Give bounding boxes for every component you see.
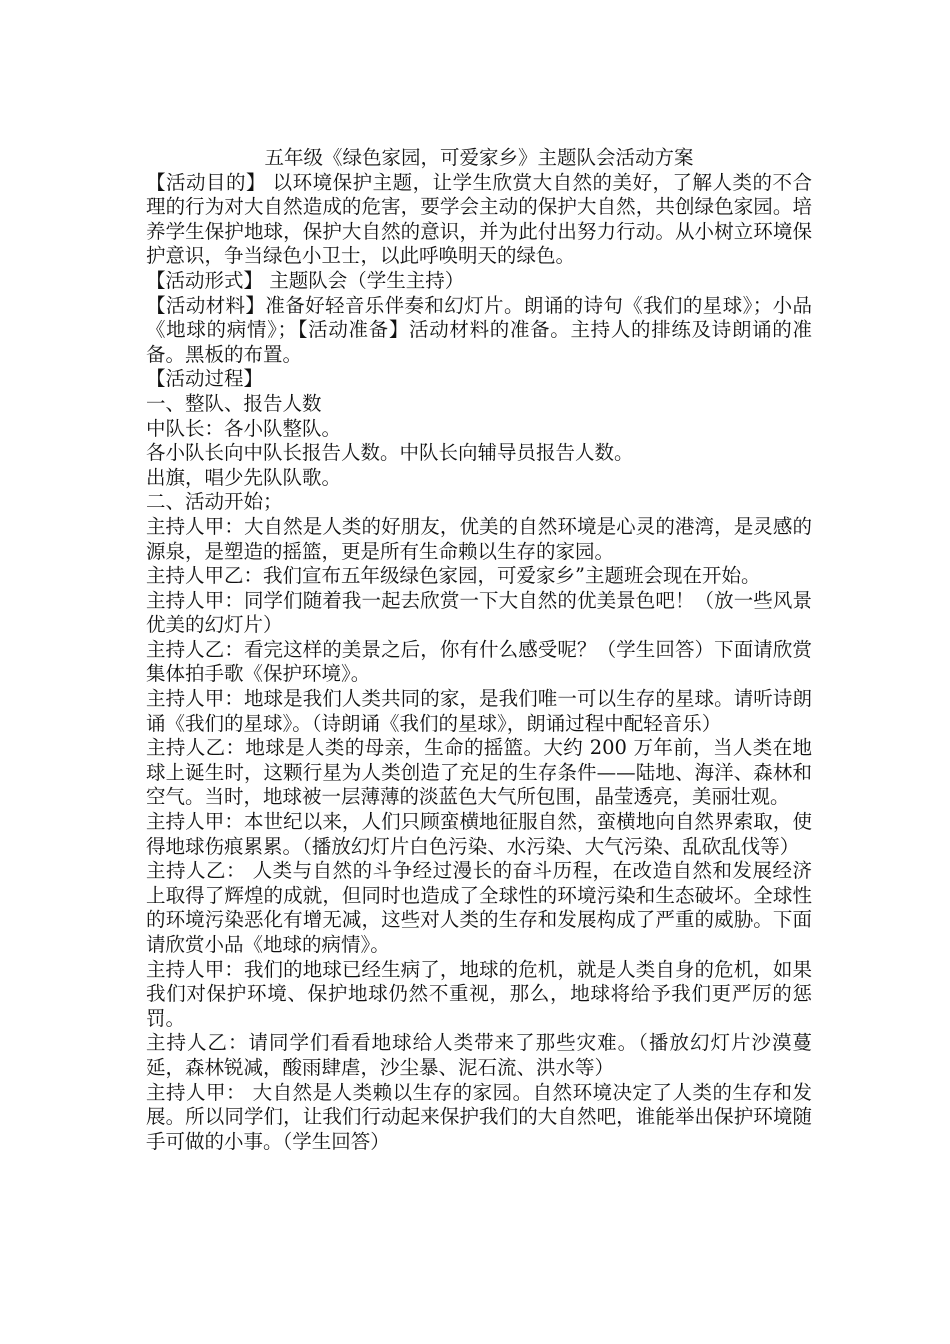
paragraph-host-a-2: 主持人甲：同学们随着我一起去欣赏一下大自然的优美景色吧！（放一些风景优美的幻灯片） [146,588,812,637]
paragraph-host-a-6: 主持人甲： 大自然是人类赖以生存的家园。自然环境决定了人类的生存和发展。所以同学们，让我们行动起来保护我们的大自然吧，谁能举出保护环境随手可做的小事。（学生回答） [146,1080,812,1153]
paragraph-flag: 出旗，唱少先队队歌。 [146,465,342,489]
paragraph-host-a-5: 主持人甲：我们的地球已经生病了，地球的危机，就是人类自身的危机，如果我们对保护环境、保护地球仍然不重视，那么，地球将给予我们更严厉的惩罚。 [146,957,812,1030]
paragraph-squad-leader: 中队长：各小队整队。 [146,416,342,440]
paragraph-host-b-3: 主持人乙： 人类与自然的斗争经过漫长的奋斗历程，在改造自然和发展经济上取得了辉煌的成就，但同时也造成了全球性的环境污染和生态破坏。全球性的环境污染恶化有增无减，这些对人类的生存和发展构成了严重的威胁。下面请欣赏小品《地球的病情》。 [146,859,812,956]
paragraph-section-one: 一、整队、报告人数 [146,391,322,415]
document-title: 五年级《绿色家园，可爱家乡》主题队会活动方案 [264,146,694,169]
paragraph-host-a-3: 主持人甲：地球是我们人类共同的家，是我们唯一可以生存的星球。请听诗朗诵《我们的星球》。（诗朗诵《我们的星球》，朗诵过程中配轻音乐） [146,687,812,735]
paragraph-host-b-1: 主持人乙：看完这样的美景之后，你有什么感受呢？（学生回答）下面请欣赏集体拍手歌《保护环境》。 [146,637,812,686]
paragraph-host-a-1: 主持人甲：大自然是人类的好朋友，优美的自然环境是心灵的港湾，是灵感的源泉，是塑造的摇篮，更是所有生命赖以生存的家园。 [146,514,812,563]
paragraph-report: 各小队长向中队长报告人数。中队长向辅导员报告人数。 [146,441,634,465]
paragraph-section-two: 二、活动开始； [146,490,283,514]
paragraph-host-b-4: 主持人乙：请同学们看看地球给人类带来了那些灾难。（播放幻灯片沙漠蔓延，森林锐减，酸雨肆虐，沙尘暴、泥石流、洪水等） [146,1031,812,1079]
paragraph-purpose: 【活动目的】 以环境保护主题，让学生欣赏大自然的美好，了解人类的不合理的行为对大自然造成的危害，要学会主动的保护大自然，共创绿色家园。培养学生保护地球，保护大自然的意识，并为此付出努力行动。从小树立环境保护意识，争当绿色小卫士，以此呼唤明天的绿色。 [146,170,812,268]
document-body [146,146,812,1154]
paragraph-format: 【活动形式】 主题队会（学生主持） [146,268,465,292]
paragraph-materials: 【活动材料】准备好轻音乐伴奏和幻灯片。朗诵的诗句《我们的星球》；小品《地球的病情》；【活动准备】活动材料的准备。主持人的排练及诗朗诵的准备。黑板的布置。 [146,293,812,366]
paragraph-process-heading: 【活动过程】 [146,367,264,391]
paragraph-host-b-2: 主持人乙：地球是人类的母亲，生命的摇篮。大约 200 万年前，当人类在地球上诞生时，这颗行星为人类创造了充足的生存条件——陆地、海洋、森林和空气。当时，地球被一层薄薄的淡蓝色大气所包围，晶莹透亮，美丽壮观。 [146,736,812,809]
paragraph-host-ab: 主持人甲乙：我们宣布五年级绿色家园，可爱家乡”主题班会现在开始。 [146,564,761,588]
paragraph-host-a-4: 主持人甲：本世纪以来，人们只顾蛮横地征服自然，蛮横地向自然界索取，使得地球伤痕累累。（播放幻灯片白色污染、水污染、大气污染、乱砍乱伐等） [146,810,812,858]
